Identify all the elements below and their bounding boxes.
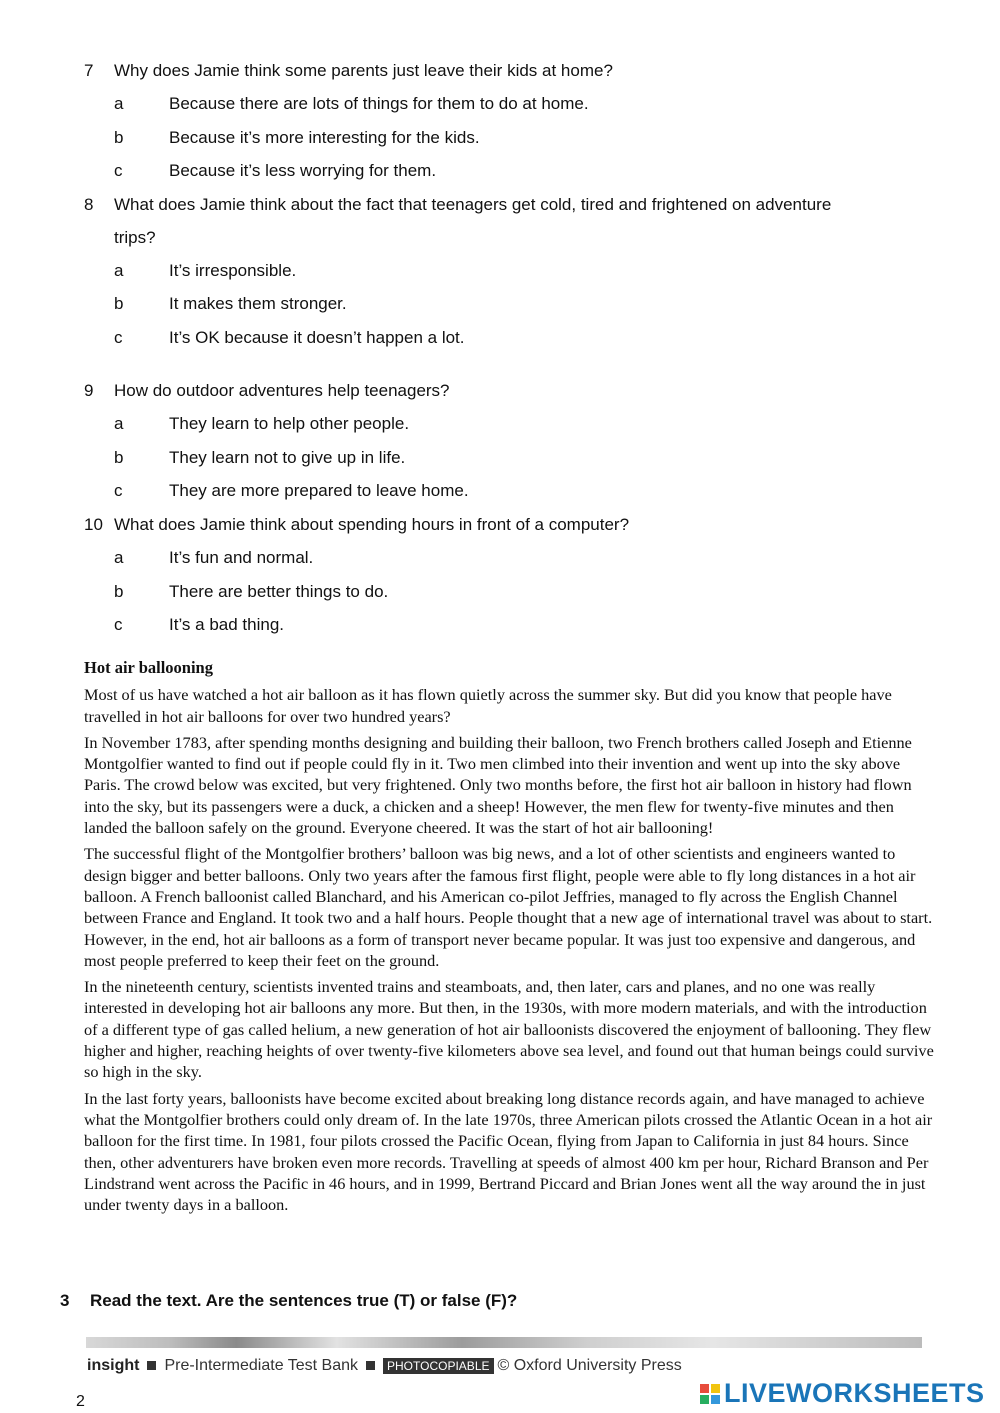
option-text: They are more prepared to leave home.	[169, 481, 469, 500]
option-7b[interactable]	[114, 127, 480, 149]
watermark-text: LIVEWORKSHEETS	[724, 1378, 985, 1408]
publisher: © Oxford University Press	[497, 1357, 682, 1374]
reading-paragraph: In November 1783, after spending months designing and building their balloon, two French brothers called Joseph and Etienne Montgolfier wanted to find out if people could fly in it. Two men climbed into their invention and went up into the sky above Paris. The crowd below was excited, but very frightened. Only two months before, the first hot air balloon in history had flown into the sky, but its passengers were a duck, a chicken and a sheep! However, the men flew for twenty-five minutes and then landed the balloon safely on the ground. Everyone cheered. It was the start of hot air ballooning!	[84, 732, 912, 838]
option-letter: c	[114, 161, 123, 180]
liveworksheets-logo-icon	[700, 1384, 720, 1404]
square-bullet-icon	[366, 1361, 375, 1370]
option-letter: a	[114, 414, 124, 433]
question-8-continuation: trips?	[114, 228, 156, 247]
task-number: 3	[60, 1291, 70, 1310]
option-letter: c	[114, 328, 123, 347]
reading-paragraph: Most of us have watched a hot air balloon as it has flown quietly across the summer sky. But did you know that people have travelled in hot air balloons for over two hundred years?	[84, 685, 892, 726]
question-8	[84, 194, 831, 216]
question-number: 10	[84, 515, 103, 534]
question-text: Why does Jamie think some parents just leave their kids at home?	[114, 61, 613, 80]
option-text: They learn not to give up in life.	[169, 448, 406, 467]
option-text: It’s fun and normal.	[169, 548, 314, 567]
option-9a[interactable]	[114, 413, 409, 435]
option-text: Because it’s more interesting for the kids.	[169, 128, 480, 147]
option-text: It makes them stronger.	[169, 294, 347, 313]
option-10a[interactable]	[114, 547, 313, 569]
question-number: 8	[84, 195, 94, 214]
square-bullet-icon	[147, 1361, 156, 1370]
option-9c[interactable]	[114, 480, 469, 502]
option-letter: c	[114, 615, 123, 634]
question-7	[84, 60, 613, 82]
book-title: Pre-Intermediate Test Bank	[164, 1357, 359, 1374]
option-letter: b	[114, 582, 124, 601]
question-number: 7	[84, 61, 94, 80]
task-heading	[60, 1291, 517, 1311]
option-8c[interactable]	[114, 327, 465, 349]
question-text: What does Jamie think about the fact that teenagers get cold, tired and frightened on adventure	[114, 195, 832, 214]
option-text: It’s a bad thing.	[169, 615, 284, 634]
question-10	[84, 514, 629, 536]
option-7a[interactable]	[114, 93, 589, 115]
reading-paragraph: The successful flight of the Montgolfier brothers’ balloon was big news, and a lot of other scientists and engineers wanted to design bigger and better balloons. Only two years after the famous first flight, people were able to fly long distances in a hot air balloon. A French balloonist called Blanchard, and his American co-pilot Jeffries, managed to fly across the English Channel between France and England. It took two and a half hours. People thought that a new age of international travel was about to start. However, in the end, hot air balloons as a form of transport never became popular. It was just too expensive and dangerous, and most people preferred to keep their feet on the ground.	[84, 844, 933, 970]
option-8a[interactable]	[114, 260, 296, 282]
option-8b[interactable]	[114, 293, 347, 315]
option-7c[interactable]	[114, 160, 436, 182]
option-letter: a	[114, 548, 124, 567]
option-text: They learn to help other people.	[169, 414, 410, 433]
photocopiable-label: PHOTOCOPIABLE	[383, 1358, 493, 1374]
question-9	[84, 380, 450, 402]
reading-passage	[84, 657, 940, 1220]
option-text: There are better things to do.	[169, 582, 389, 601]
option-letter: a	[114, 261, 124, 280]
brand-name: insight	[87, 1357, 140, 1374]
option-letter: b	[114, 448, 124, 467]
option-text: Because there are lots of things for them to do at home.	[169, 94, 589, 113]
liveworksheets-watermark	[700, 1378, 985, 1409]
option-10b[interactable]	[114, 581, 388, 603]
task-instruction: Read the text. Are the sentences true (T) or false (F)?	[90, 1291, 518, 1310]
question-text: How do outdoor adventures help teenagers?	[114, 381, 450, 400]
option-9b[interactable]	[114, 447, 405, 469]
option-text: It’s OK because it doesn’t happen a lot.	[169, 328, 465, 347]
option-letter: c	[114, 481, 123, 500]
question-text: What does Jamie think about spending hours in front of a computer?	[114, 515, 630, 534]
page-number: 2	[76, 1393, 85, 1410]
option-10c[interactable]	[114, 614, 284, 636]
option-text: It’s irresponsible.	[169, 261, 297, 280]
decorative-image-strip	[86, 1337, 922, 1348]
reading-paragraph: In the last forty years, balloonists have become excited about breaking long distance records again, and have managed to achieve what the Montgolfier brothers could only dream of. In the late 1970s, three American pilots crossed the Atlantic Ocean in a hot air balloon for the first time. In 1981, four pilots crossed the Pacific Ocean, flying from Japan to California in just 84 hours. Since then, other adventurers have broken even more records. Travelling at speeds of almost 400 km per hour, Richard Branson and Per Lindstrand went across the Pacific in 46 hours, and in 1999, Bertrand Piccard and Brian Jones went all the way around the in just under twenty days in a balloon.	[84, 1088, 933, 1215]
reading-paragraph: In the nineteenth century, scientists invented trains and steamboats, and, then later, cars and planes, and no one was really interested in developing hot air balloons any more. But then, in the 1930s, with more modern materials, and with the introduction of a different type of gas called helium, a new generation of hot air balloonists discovered the enjoyment of ballooning. They flew higher and higher, reaching heights of over twenty-five kilometers above sea level, and found out that human beings could survive so high in the sky.	[84, 977, 934, 1082]
reading-title: Hot air ballooning	[84, 658, 213, 677]
option-text: Because it’s less worrying for them.	[169, 161, 437, 180]
option-letter: b	[114, 294, 124, 313]
option-letter: a	[114, 94, 124, 113]
question-number: 9	[84, 381, 94, 400]
footer	[87, 1357, 682, 1375]
option-letter: b	[114, 128, 124, 147]
